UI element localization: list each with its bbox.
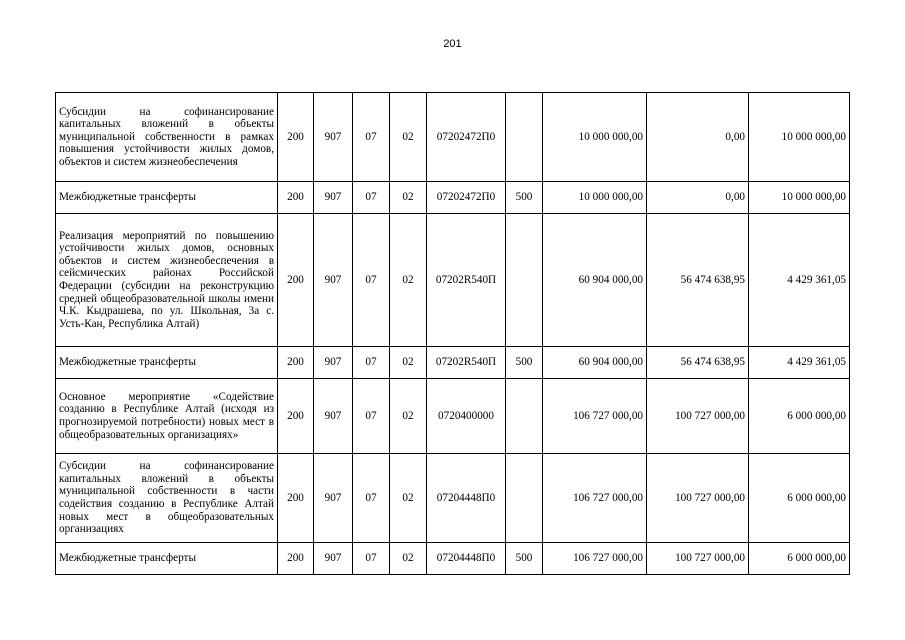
table-row: [56, 379, 850, 454]
table-row: [56, 182, 850, 214]
cell-amount-2: 0,00: [647, 182, 749, 214]
cell-amount-3: 6 000 000,00: [749, 454, 850, 543]
cell-target-article: 07202R540П: [427, 347, 506, 379]
cell-code-907: 907: [314, 93, 353, 182]
cell-code-200: 200: [278, 93, 314, 182]
cell-code-200: 200: [278, 543, 314, 575]
cell-section: 07: [353, 347, 390, 379]
cell-subsection: 02: [390, 543, 427, 575]
cell-amount-2: 100 727 000,00: [647, 379, 749, 454]
row-name: Межбюджетные трансферты: [56, 182, 278, 214]
cell-subsection: 02: [390, 214, 427, 347]
cell-amount-1: 106 727 000,00: [543, 454, 647, 543]
cell-amount-3: 6 000 000,00: [749, 379, 850, 454]
row-name: Субсидии на софинансирование капитальных вложений в объекты муниципальной собственности в рамках повышения устойчивости жилых домов, объектов и систем жизнеобеспечения: [56, 93, 278, 182]
cell-section: 07: [353, 214, 390, 347]
cell-amount-2: 56 474 638,95: [647, 347, 749, 379]
cell-amount-1: 60 904 000,00: [543, 214, 647, 347]
cell-amount-2: 56 474 638,95: [647, 214, 749, 347]
cell-amount-3: 6 000 000,00: [749, 543, 850, 575]
cell-section: 07: [353, 454, 390, 543]
cell-amount-2: 0,00: [647, 93, 749, 182]
cell-subsection: 02: [390, 182, 427, 214]
cell-target-article: 07204448П0: [427, 543, 506, 575]
cell-code-907: 907: [314, 214, 353, 347]
table-row: [56, 93, 850, 182]
cell-expense-type: [506, 214, 543, 347]
cell-subsection: 02: [390, 347, 427, 379]
row-name: Межбюджетные трансферты: [56, 347, 278, 379]
row-name: Субсидии на софинансирование капитальных вложений в объекты муниципальной собственности в части содействия созданию в Республике Алтай новых мест в общеобразовательных организациях: [56, 454, 278, 543]
cell-code-200: 200: [278, 379, 314, 454]
cell-target-article: 07202472П0: [427, 93, 506, 182]
row-name: Основное мероприятие «Содействие созданию в Республике Алтай (исходя из прогнозируемой потребности) новых мест в общеобразовательных организациях»: [56, 379, 278, 454]
table-row: [56, 454, 850, 543]
cell-amount-2: 100 727 000,00: [647, 454, 749, 543]
row-name: Реализация мероприятий по повышению устойчивости жилых домов, основных объектов и систем жизнеобеспечения в сейсмических районах Российской Федерации (субсидии на реконструкцию средней общеобразовательной школы имени Ч.К. Кыдрашева, по ул. Школьная, 3а с. Усть-Кан, Республика Алтай): [56, 214, 278, 347]
cell-code-200: 200: [278, 454, 314, 543]
cell-code-907: 907: [314, 543, 353, 575]
cell-section: 07: [353, 379, 390, 454]
cell-amount-1: 10 000 000,00: [543, 182, 647, 214]
cell-target-article: 0720400000: [427, 379, 506, 454]
cell-code-200: 200: [278, 347, 314, 379]
cell-amount-1: 10 000 000,00: [543, 93, 647, 182]
cell-code-907: 907: [314, 454, 353, 543]
cell-code-200: 200: [278, 214, 314, 347]
cell-subsection: 02: [390, 93, 427, 182]
cell-expense-type: 500: [506, 347, 543, 379]
cell-code-907: 907: [314, 379, 353, 454]
cell-expense-type: [506, 454, 543, 543]
cell-amount-3: 4 429 361,05: [749, 347, 850, 379]
cell-section: 07: [353, 182, 390, 214]
cell-section: 07: [353, 543, 390, 575]
cell-expense-type: [506, 93, 543, 182]
table-row: [56, 543, 850, 575]
cell-code-907: 907: [314, 182, 353, 214]
cell-amount-1: 106 727 000,00: [543, 379, 647, 454]
cell-code-907: 907: [314, 347, 353, 379]
row-name: Межбюджетные трансферты: [56, 543, 278, 575]
cell-target-article: 07202R540П: [427, 214, 506, 347]
cell-section: 07: [353, 93, 390, 182]
cell-target-article: 07204448П0: [427, 454, 506, 543]
cell-expense-type: 500: [506, 543, 543, 575]
budget-table: [55, 92, 850, 575]
page-number: 201: [443, 38, 462, 50]
cell-subsection: 02: [390, 454, 427, 543]
cell-target-article: 07202472П0: [427, 182, 506, 214]
cell-subsection: 02: [390, 379, 427, 454]
table-row: [56, 347, 850, 379]
cell-amount-3: 10 000 000,00: [749, 182, 850, 214]
cell-expense-type: 500: [506, 182, 543, 214]
cell-amount-1: 60 904 000,00: [543, 347, 647, 379]
cell-amount-3: 4 429 361,05: [749, 214, 850, 347]
cell-amount-2: 100 727 000,00: [647, 543, 749, 575]
cell-amount-1: 106 727 000,00: [543, 543, 647, 575]
cell-expense-type: [506, 379, 543, 454]
table-row: [56, 214, 850, 347]
cell-code-200: 200: [278, 182, 314, 214]
cell-amount-3: 10 000 000,00: [749, 93, 850, 182]
